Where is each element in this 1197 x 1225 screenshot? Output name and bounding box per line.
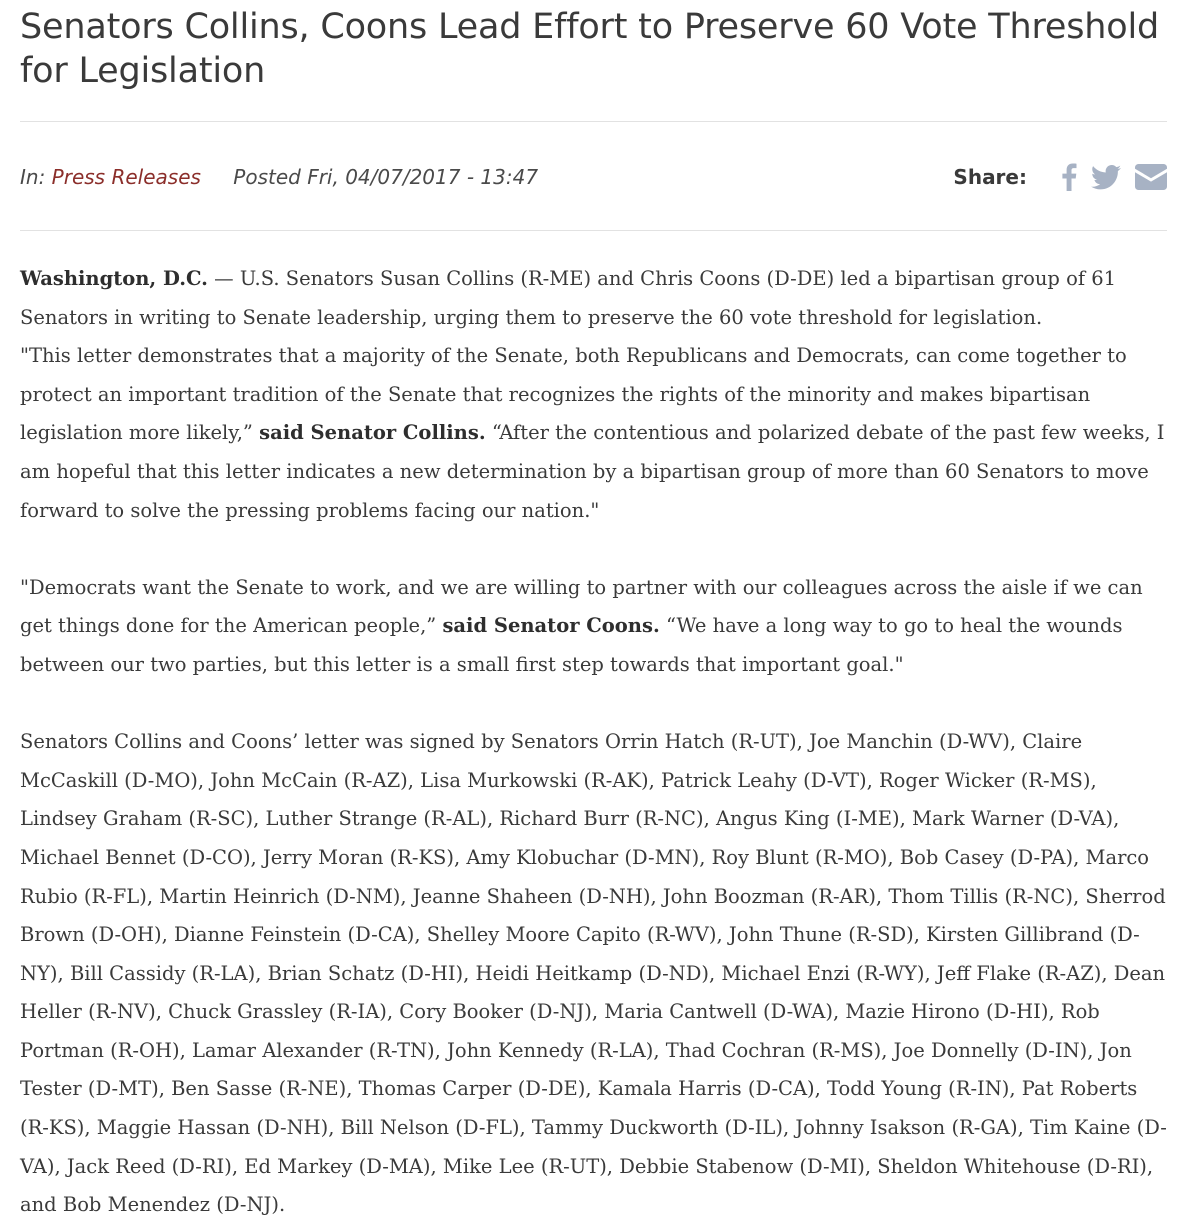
- page-title: Senators Collins, Coons Lead Effort to Preserve 60 Vote Threshold for Legislation: [20, 7, 1159, 91]
- collins-quote-end: “After the contentious and polarized debate of the past few weeks, I am hopeful that this letter indicates a new determination by a bipartisan group of more than 60 Senators to move forward to solve the pressing problems facing our nation.": [20, 421, 1165, 522]
- paragraph-spacer: [20, 530, 1167, 569]
- meta-info: [20, 165, 538, 189]
- paragraph-spacer: [20, 685, 1167, 724]
- coons-quote-end: “We have a long way to go to heal the wounds between our two parties, but this letter is a small first step towards that important goal.": [20, 614, 1123, 676]
- facebook-share-button[interactable]: [1061, 163, 1077, 191]
- intro-paragraph: [20, 231, 1167, 337]
- collins-quote-start: "This letter demonstrates that a majority of the Senate, both Republicans and Democrats, can come together to protect an important tradition of the Senate that recognizes the rights of the minority and makes bipartisan legislation more likely,”: [20, 344, 1127, 445]
- collins-attribution: said Senator Collins.: [259, 421, 486, 445]
- article-meta: [20, 122, 1167, 230]
- email-share-button[interactable]: [1135, 164, 1167, 190]
- coons-quote-start: "Democrats want the Senate to work, and we are willing to partner with our colleagues across the aisle if we can get things done for the American people,”: [20, 575, 1143, 638]
- article-body: [20, 231, 1167, 1225]
- intro-text: — U.S. Senators Susan Collins (R-ME) and Chris Coons (D-DE) led a bipartisan group of 61 Senators in writing to Senate leadership, urging them to preserve the 60 vote threshold for legislation.: [20, 267, 1117, 329]
- category-link[interactable]: Press Releases: [51, 165, 201, 189]
- collins-quote-paragraph: [20, 337, 1167, 530]
- twitter-icon: [1091, 165, 1121, 190]
- coons-attribution: said Senator Coons.: [442, 614, 660, 638]
- dateline: Washington, D.C.: [20, 267, 208, 290]
- share-label: Share:: [953, 165, 1027, 189]
- coons-quote-paragraph: [20, 569, 1167, 685]
- article: [20, 0, 1167, 1225]
- facebook-icon: [1061, 163, 1077, 191]
- share-bar: [953, 163, 1167, 191]
- signatories-paragraph: Senators Collins and Coons’ letter was signed by Senators Orrin Hatch (R-UT), Joe Manchin (D-WV), Claire McCaskill (D-MO), John McCain (R-AZ), Lisa Murkowski (R-AK), Patrick Leahy (D-VT), Roger Wicker (R-MS), Lindsey Graham (R-SC), Luther Strange (R-AL), Richard Burr (R-NC), Angus King (I-ME), Mark Warner (D-VA), Michael Bennet (D-CO), Jerry Moran (R-KS), Amy Klobuchar (D-MN), Roy Blunt (R-MO), Bob Casey (D-PA), Marco Rubio (R-FL), Martin Heinrich (D-NM), Jeanne Shaheen (D-NH), John Boozman (R-AR), Thom Tillis (R-NC), Sherrod Brown (D-OH), Dianne Feinstein (D-CA), Shelley Moore Capito (R-WV), John Thune (R-SD), Kirsten Gillibrand (D-NY), Bill Cassidy (R-LA), Brian Schatz (D-HI), Heidi Heitkamp (D-ND), Michael Enzi (R-WY), Jeff Flake (R-AZ), Dean Heller (R-NV), Chuck Grassley (R-IA), Cory Booker (D-NJ), Maria Cantwell (D-WA), Mazie Hirono (D-HI), Rob Portman (R-OH), Lamar Alexander (R-TN), John Kennedy (R-LA), Thad Cochran (R-MS), Joe Donnelly (D-IN), Jon Tester (D-MT), Ben Sasse (R-NE), Thomas Carper (D-DE), Kamala Harris (D-CA), Todd Young (R-IN), Pat Roberts (R-KS), Maggie Hassan (D-NH), Bill Nelson (D-FL), Tammy Duckworth (D-IL), Johnny Isakson (R-GA), Tim Kaine (D-VA), Jack Reed (D-RI), Ed Markey (D-MA), Mike Lee (R-UT), Debbie Stabenow (D-MI), Sheldon Whitehouse (D-RI), and Bob Menendez (D-NJ).: [20, 730, 1167, 1217]
- category-prefix: In:: [20, 165, 46, 189]
- email-icon: [1135, 164, 1167, 190]
- posted-date: Posted Fri, 04/07/2017 - 13:47: [233, 165, 539, 189]
- twitter-share-button[interactable]: [1091, 165, 1121, 190]
